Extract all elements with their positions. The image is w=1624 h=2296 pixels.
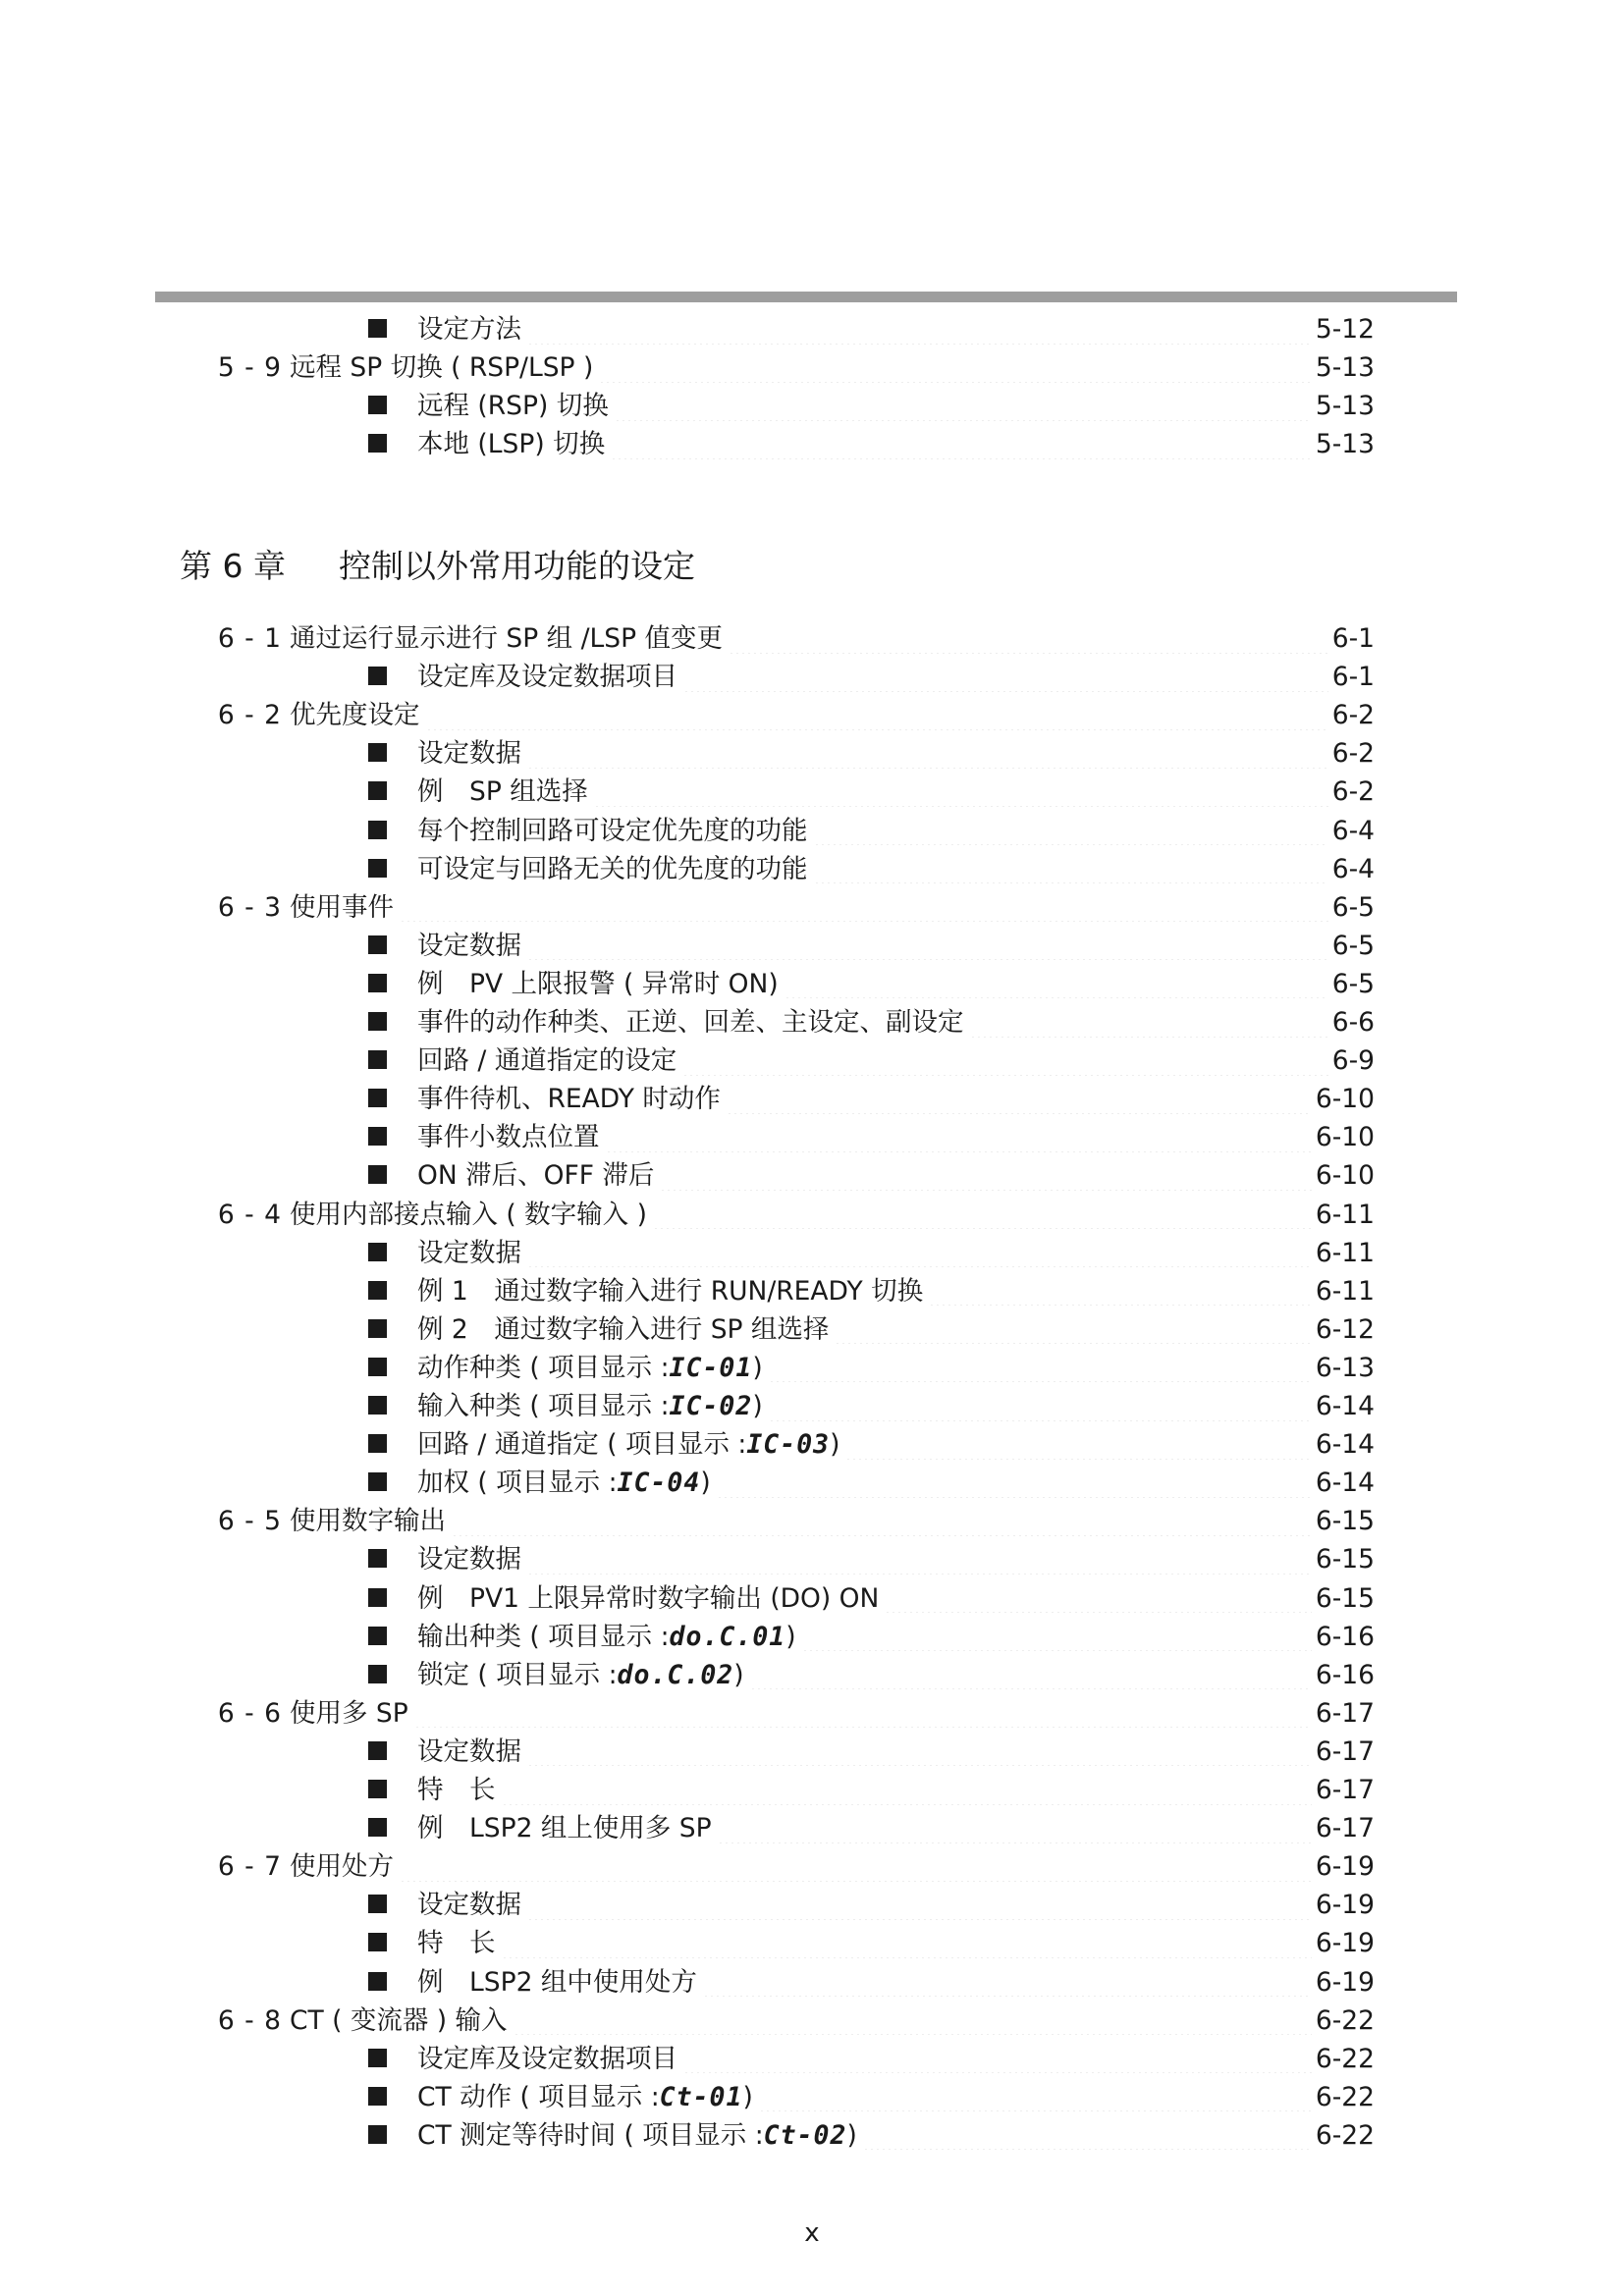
entry-title — [290, 1502, 446, 1540]
dot-leader — [683, 663, 1328, 692]
page-ref: 6-15 — [1315, 1506, 1375, 1537]
entry-title — [290, 1196, 647, 1234]
toc-section-entry[interactable] — [217, 619, 1375, 658]
entry-title — [368, 310, 521, 348]
square-bullet-icon — [368, 974, 387, 992]
page-ref: 6-10 — [1315, 1084, 1375, 1115]
entry-title-text: 事件的动作种类、正逆、回差、主设定、副设定 — [417, 1007, 964, 1038]
page-ref: 6-22 — [1315, 2043, 1375, 2074]
entry-title — [368, 1349, 763, 1387]
toc-item-entry[interactable] — [368, 658, 1375, 696]
page-ref: 6-15 — [1315, 1582, 1375, 1614]
entry-title-text: 例 PV 上限报警 ( 异常时 ON) — [417, 968, 779, 999]
entry-title-end: ) — [846, 2119, 857, 2151]
entry-title — [368, 927, 521, 965]
entry-title-text: 特 长 — [417, 1928, 496, 1959]
toc-item-entry[interactable] — [368, 1886, 1375, 1924]
section-number: 6 - 5 — [217, 1506, 282, 1537]
section-number: 6 - 3 — [217, 891, 282, 923]
page-ref: 5-13 — [1315, 429, 1375, 460]
toc-item-entry[interactable] — [368, 812, 1375, 850]
page-ref: 6-11 — [1315, 1275, 1375, 1307]
entry-title — [368, 812, 808, 850]
square-bullet-icon — [368, 743, 387, 762]
dot-leader — [863, 2120, 1312, 2150]
entry-title — [290, 2002, 508, 2040]
page-ref: 6-10 — [1315, 1160, 1375, 1192]
square-bullet-icon — [368, 935, 387, 954]
entry-title — [368, 425, 605, 463]
page-ref: 6-14 — [1315, 1391, 1375, 1421]
square-bullet-icon — [368, 1434, 387, 1453]
entry-title-text: 输入种类 ( 项目显示 : — [417, 1391, 670, 1421]
square-bullet-icon — [368, 1933, 387, 1951]
page-ref: 6-5 — [1331, 968, 1375, 999]
square-bullet-icon — [368, 821, 387, 839]
square-bullet-icon — [368, 1396, 387, 1415]
dot-leader — [885, 1583, 1311, 1613]
toc-section-entry[interactable] — [217, 2002, 1375, 2040]
entry-title-text: 设定数据 — [417, 930, 521, 961]
page-ref: 5-13 — [1315, 391, 1375, 422]
page-ref: 6-15 — [1315, 1544, 1375, 1575]
dot-leader — [759, 2082, 1312, 2111]
entry-title — [368, 1118, 600, 1156]
entry-title — [290, 619, 723, 658]
section-number: 6 - 4 — [217, 1199, 282, 1230]
square-bullet-icon — [368, 859, 387, 878]
page-ref: 6-6 — [1331, 1007, 1375, 1038]
page-ref: 6-9 — [1331, 1045, 1375, 1077]
square-bullet-icon — [368, 2049, 387, 2067]
toc-item-entry[interactable] — [368, 734, 1375, 773]
entry-title — [290, 1847, 394, 1886]
dot-leader — [703, 1967, 1312, 1997]
entry-title — [368, 965, 779, 1003]
entry-title-text: 例 2 通过数字输入进行 SP 组选择 — [417, 1313, 830, 1345]
page-ref: 6-22 — [1315, 2004, 1375, 2036]
entry-title — [368, 1080, 721, 1118]
entry-title-text: 特 长 — [417, 1775, 496, 1805]
dot-leader — [729, 624, 1328, 654]
square-bullet-icon — [368, 1012, 387, 1031]
square-bullet-icon — [368, 1358, 387, 1376]
dot-leader — [527, 739, 1328, 769]
dot-leader — [527, 315, 1312, 345]
square-bullet-icon — [368, 1165, 387, 1184]
square-bullet-icon — [368, 1472, 387, 1491]
page-ref: 6-17 — [1315, 1775, 1375, 1805]
page-ref: 6-5 — [1331, 891, 1375, 923]
entry-title — [368, 1234, 521, 1272]
toc-item-entry[interactable] — [368, 310, 1375, 348]
entry-title — [368, 1618, 796, 1656]
dot-leader — [970, 1008, 1328, 1038]
dot-leader — [426, 701, 1328, 730]
toc-item-entry[interactable] — [368, 2116, 1375, 2155]
segment-display-code: do.C.01 — [669, 1621, 786, 1652]
toc-item-entry[interactable] — [368, 1464, 1375, 1502]
dot-leader — [400, 1852, 1312, 1882]
dot-leader — [718, 1814, 1312, 1843]
entry-title-text: 设定数据 — [417, 1735, 521, 1767]
page-ref: 6-1 — [1331, 662, 1375, 693]
dot-leader — [514, 2005, 1312, 2035]
entry-title — [368, 1272, 923, 1310]
toc-section-entry[interactable] — [217, 1847, 1375, 1886]
entry-title — [368, 1156, 654, 1195]
entry-title-text: 事件待机、READY 时动作 — [417, 1084, 721, 1115]
toc-item-entry[interactable] — [368, 1924, 1375, 1962]
entry-title-text: 使用多 SP — [290, 1697, 408, 1729]
entry-title — [368, 1540, 521, 1578]
toc-item-entry[interactable] — [368, 1234, 1375, 1272]
entry-title — [368, 1809, 712, 1847]
page-ref: 6-2 — [1331, 700, 1375, 731]
toc-section-entry[interactable] — [217, 1196, 1375, 1234]
dot-leader — [682, 1046, 1327, 1076]
page-ref: 6-2 — [1331, 776, 1375, 808]
entry-title — [368, 1425, 839, 1464]
square-bullet-icon — [368, 1549, 387, 1568]
entry-title-end: ) — [742, 2081, 753, 2112]
entry-title-text: 例 PV1 上限异常时数字输出 (DO) ON — [417, 1582, 880, 1614]
segment-display-code: Ct-01 — [659, 2081, 743, 2112]
entry-title — [290, 696, 420, 734]
dot-leader — [727, 1085, 1312, 1114]
dot-leader — [527, 1545, 1312, 1575]
dot-leader — [615, 392, 1312, 421]
toc-item-entry[interactable] — [368, 1963, 1375, 2002]
entry-title-text: 本地 (LSP) 切换 — [417, 429, 606, 460]
square-bullet-icon — [368, 396, 387, 414]
toc-item-entry[interactable] — [368, 1080, 1375, 1118]
dot-leader — [802, 1622, 1312, 1651]
entry-title-text: 输出种类 ( 项目显示 : — [417, 1621, 670, 1652]
entry-title-end: ) — [785, 1621, 796, 1652]
entry-title-text: 加权 ( 项目显示 : — [417, 1468, 618, 1499]
section-number: 6 - 7 — [217, 1851, 282, 1883]
toc-section-entry[interactable] — [217, 1502, 1375, 1540]
dot-leader — [814, 854, 1328, 883]
page-ref: 6-4 — [1331, 853, 1375, 884]
entry-title — [368, 2116, 857, 2155]
dot-leader — [717, 1468, 1312, 1498]
toc-section-entry[interactable] — [217, 1694, 1375, 1733]
entry-title-text: 远程 (RSP) 切换 — [417, 391, 609, 422]
page-ref: 6-1 — [1331, 623, 1375, 654]
entry-title — [368, 1886, 521, 1924]
dot-leader — [660, 1161, 1311, 1191]
section-number: 6 - 1 — [217, 623, 282, 654]
entry-title-text: 回路 / 通道指定的设定 — [417, 1045, 677, 1077]
square-bullet-icon — [368, 1588, 387, 1607]
toc-item-entry[interactable] — [368, 1809, 1375, 1847]
page-ref: 6-2 — [1331, 738, 1375, 770]
page-ref: 6-16 — [1315, 1659, 1375, 1690]
entry-title-text: 例 SP 组选择 — [417, 776, 588, 808]
toc-item-entry[interactable] — [368, 1387, 1375, 1425]
entry-title-text: 事件小数点位置 — [417, 1122, 600, 1153]
toc-item-entry[interactable] — [368, 2078, 1375, 2116]
dot-leader — [400, 892, 1328, 922]
page-ref: 6-17 — [1315, 1697, 1375, 1729]
entry-title-text: 使用事件 — [290, 891, 394, 923]
toc-item-entry[interactable] — [368, 1656, 1375, 1694]
entry-title-end: ) — [733, 1659, 744, 1690]
page-ref: 6-19 — [1315, 1966, 1375, 1998]
entry-title-text: 回路 / 通道指定 ( 项目显示 : — [417, 1429, 747, 1461]
header-rule — [155, 292, 1457, 302]
entry-title-text: 每个控制回路可设定优先度的功能 — [417, 815, 808, 846]
page-ref: 6-22 — [1315, 2081, 1375, 2112]
square-bullet-icon — [368, 1895, 387, 1913]
toc-item-entry[interactable] — [368, 1272, 1375, 1310]
entry-title — [368, 1924, 496, 1962]
square-bullet-icon — [368, 1818, 387, 1837]
section-number: 6 - 8 — [217, 2004, 282, 2036]
toc-item-entry[interactable] — [368, 387, 1375, 425]
entry-title-text: 优先度设定 — [290, 700, 420, 731]
dot-leader — [683, 2044, 1312, 2073]
page-ref: 6-10 — [1315, 1122, 1375, 1153]
entry-title-text: 例 1 通过数字输入进行 RUN/READY 切换 — [417, 1275, 924, 1307]
page-ref: 6-17 — [1315, 1735, 1375, 1767]
square-bullet-icon — [368, 781, 387, 800]
dot-leader — [452, 1507, 1312, 1536]
page-ref: 6-19 — [1315, 1851, 1375, 1883]
segment-display-code: do.C.02 — [617, 1659, 734, 1690]
entry-title — [368, 2078, 753, 2116]
page-ref: 5-12 — [1315, 314, 1375, 345]
entry-title-text: 例 LSP2 组中使用处方 — [417, 1966, 697, 1998]
square-bullet-icon — [368, 1741, 387, 1760]
square-bullet-icon — [368, 1665, 387, 1683]
chapter-title: 控制以外常用功能的设定 — [339, 547, 695, 585]
dot-leader — [414, 1698, 1312, 1728]
entry-title — [368, 1310, 829, 1349]
entry-title-text: 动作种类 ( 项目显示 : — [417, 1352, 670, 1383]
square-bullet-icon — [368, 1627, 387, 1645]
square-bullet-icon — [368, 667, 387, 685]
toc-item-entry[interactable] — [368, 1041, 1375, 1080]
page-ref: 6-16 — [1315, 1621, 1375, 1652]
toc-item-entry[interactable] — [368, 1618, 1375, 1656]
entry-title — [368, 1464, 711, 1502]
page-ref: 6-19 — [1315, 1928, 1375, 1959]
chapter-heading — [180, 543, 695, 590]
dot-leader — [527, 1891, 1312, 1920]
toc-item-entry[interactable] — [368, 1156, 1375, 1195]
entry-title-text: CT 测定等待时间 ( 项目显示 : — [417, 2119, 764, 2151]
entry-title-text: 设定库及设定数据项目 — [417, 662, 677, 693]
dot-leader — [606, 1123, 1312, 1152]
square-bullet-icon — [368, 2125, 387, 2144]
entry-title — [368, 1041, 677, 1080]
dot-leader — [785, 969, 1328, 998]
entry-title-text: 使用处方 — [290, 1851, 394, 1883]
square-bullet-icon — [368, 1127, 387, 1146]
entry-title-text: 使用内部接点输入 ( 数字输入 ) — [290, 1199, 647, 1230]
square-bullet-icon — [368, 1243, 387, 1261]
entry-title-text: CT 动作 ( 项目显示 : — [417, 2081, 660, 2112]
dot-leader — [814, 816, 1328, 845]
entry-title-text: CT ( 变流器 ) 输入 — [290, 2004, 508, 2036]
entry-title — [368, 1579, 879, 1618]
entry-title-text: 设定数据 — [417, 1237, 521, 1268]
entry-title — [290, 1694, 408, 1733]
square-bullet-icon — [368, 1089, 387, 1107]
toc-item-entry[interactable] — [368, 1425, 1375, 1464]
dot-leader — [835, 1314, 1311, 1344]
entry-title-text: 设定方法 — [417, 314, 521, 345]
segment-display-code: IC-04 — [617, 1468, 701, 1499]
page-ref: 6-11 — [1315, 1199, 1375, 1230]
square-bullet-icon — [368, 2087, 387, 2106]
entry-title — [368, 734, 521, 773]
page-ref: 6-4 — [1331, 815, 1375, 846]
entry-title — [368, 1387, 763, 1425]
section-number: 6 - 6 — [217, 1697, 282, 1729]
dot-leader — [502, 1929, 1312, 1958]
toc-item-entry[interactable] — [368, 1003, 1375, 1041]
square-bullet-icon — [368, 434, 387, 453]
entry-title — [368, 658, 677, 696]
toc-item-entry[interactable] — [368, 773, 1375, 811]
toc-item-entry[interactable] — [368, 425, 1375, 463]
entry-title — [368, 1003, 964, 1041]
toc-item-entry[interactable] — [368, 1540, 1375, 1578]
segment-display-code: IC-01 — [669, 1352, 753, 1383]
dot-leader — [594, 777, 1328, 807]
entry-title-text: 例 LSP2 组上使用多 SP — [417, 1813, 712, 1844]
square-bullet-icon — [368, 319, 387, 338]
entry-title — [368, 773, 588, 811]
toc-item-entry[interactable] — [368, 1118, 1375, 1156]
entry-title-end: ) — [752, 1391, 763, 1421]
toc-item-entry[interactable] — [368, 1579, 1375, 1618]
dot-leader — [527, 931, 1328, 960]
square-bullet-icon — [368, 1050, 387, 1069]
dot-leader — [769, 1392, 1312, 1421]
toc-item-entry[interactable] — [368, 2040, 1375, 2078]
dot-leader — [527, 1238, 1312, 1267]
entry-title — [368, 2040, 677, 2078]
page-number: x — [804, 2218, 820, 2248]
entry-title-text: 远程 SP 切换 ( RSP/LSP ) — [290, 352, 594, 384]
page-ref: 6-12 — [1315, 1313, 1375, 1345]
dot-leader — [929, 1276, 1312, 1306]
dot-leader — [611, 430, 1312, 459]
toc-section-entry[interactable] — [217, 888, 1375, 927]
page-ref: 6-13 — [1315, 1352, 1375, 1383]
segment-display-code: IC-02 — [669, 1391, 753, 1421]
entry-title-text: 可设定与回路无关的优先度的功能 — [417, 853, 808, 884]
toc-item-entry[interactable] — [368, 965, 1375, 1003]
toc-item-entry[interactable] — [368, 1310, 1375, 1349]
entry-title-text: 使用数字输出 — [290, 1506, 446, 1537]
dot-leader — [527, 1736, 1312, 1766]
entry-title-text: 锁定 ( 项目显示 : — [417, 1659, 618, 1690]
entry-title — [368, 850, 808, 888]
entry-title-end: ) — [752, 1352, 763, 1383]
dot-leader — [845, 1430, 1311, 1460]
toc-item-entry[interactable] — [368, 850, 1375, 888]
entry-title — [290, 888, 394, 927]
dot-leader — [502, 1776, 1312, 1805]
chapter-number: 第 6 章 — [180, 547, 286, 585]
entry-title — [368, 1963, 697, 2002]
entry-title-text: ON 滞后、OFF 滞后 — [417, 1160, 655, 1192]
toc-item-entry[interactable] — [368, 927, 1375, 965]
page-ref: 5-13 — [1315, 352, 1375, 384]
section-number: 5 - 9 — [217, 352, 282, 384]
page-ref: 6-19 — [1315, 1890, 1375, 1921]
toc-section-entry[interactable] — [217, 696, 1375, 734]
toc-item-entry[interactable] — [368, 1349, 1375, 1387]
toc-section-entry[interactable] — [217, 348, 1375, 387]
square-bullet-icon — [368, 1319, 387, 1338]
toc-item-entry[interactable] — [368, 1771, 1375, 1809]
section-number: 6 - 2 — [217, 700, 282, 731]
dot-leader — [769, 1353, 1312, 1382]
page-ref: 6-17 — [1315, 1813, 1375, 1844]
entry-title-text: 设定数据 — [417, 1890, 521, 1921]
dot-leader — [653, 1200, 1312, 1229]
page-ref: 6-14 — [1315, 1429, 1375, 1461]
entry-title — [368, 1656, 744, 1694]
square-bullet-icon — [368, 1972, 387, 1991]
toc-item-entry[interactable] — [368, 1733, 1375, 1771]
entry-title-text: 设定库及设定数据项目 — [417, 2043, 677, 2074]
page-ref: 6-14 — [1315, 1468, 1375, 1499]
page-ref: 6-5 — [1331, 930, 1375, 961]
entry-title — [368, 387, 609, 425]
segment-display-code: IC-03 — [746, 1429, 831, 1461]
entry-title-text: 通过运行显示进行 SP 组 /LSP 值变更 — [290, 623, 723, 654]
page-ref: 6-22 — [1315, 2119, 1375, 2151]
square-bullet-icon — [368, 1780, 387, 1798]
entry-title — [368, 1733, 521, 1771]
square-bullet-icon — [368, 1281, 387, 1300]
dot-leader — [750, 1660, 1312, 1689]
entry-title-text: 设定数据 — [417, 1544, 521, 1575]
entry-title — [290, 348, 593, 387]
entry-title-end: ) — [830, 1429, 840, 1461]
page-ref: 6-11 — [1315, 1237, 1375, 1268]
entry-title-text: 设定数据 — [417, 738, 521, 770]
segment-display-code: Ct-02 — [763, 2119, 847, 2151]
entry-title — [368, 1771, 496, 1809]
dot-leader — [599, 353, 1312, 383]
entry-title-end: ) — [700, 1468, 711, 1499]
